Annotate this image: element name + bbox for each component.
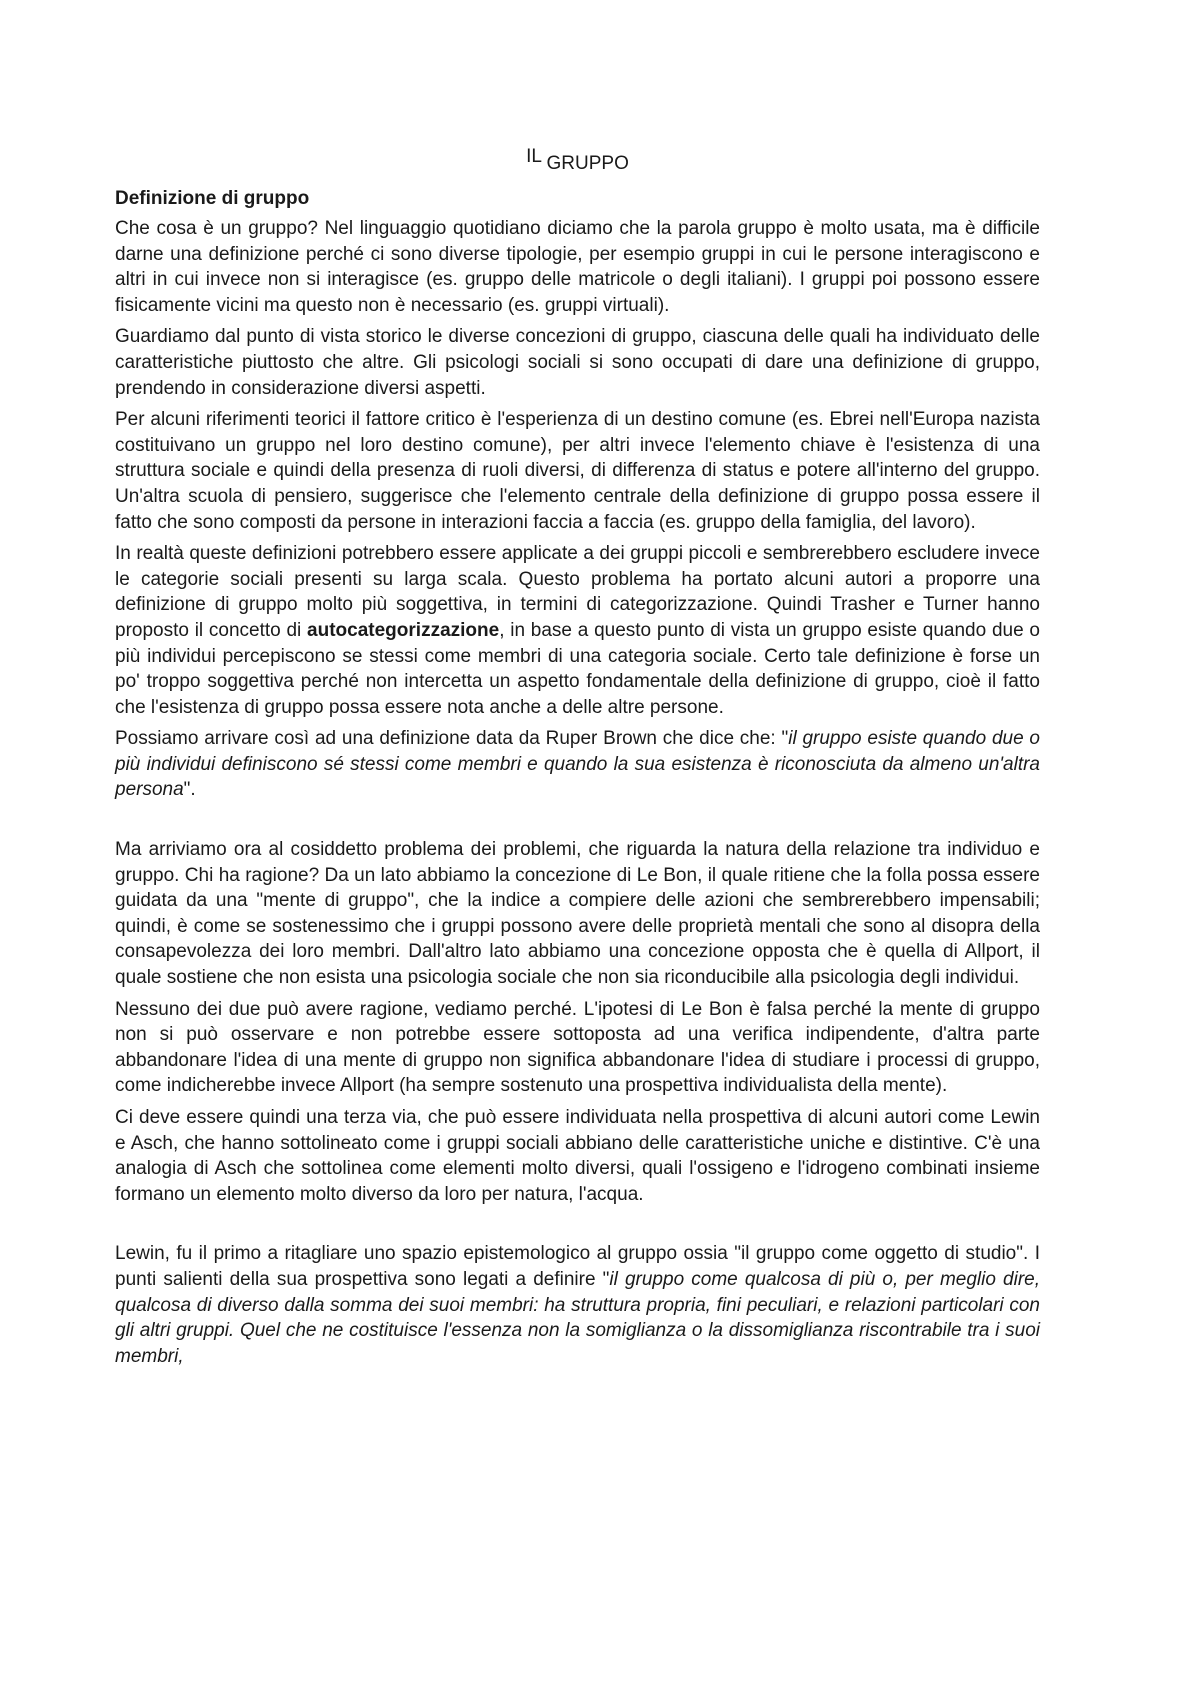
- paragraph-9-quote: il gruppo come qualcosa di più o, per meglio dire, qualcosa di diverso dalla somma dei suoi membri: ha struttura propria, fini peculiari, e relazioni particolari con gli altri gruppi. Quel che ne costituisce l'essenza non la somiglianza o la dissomiglianza riscontrabile tra i suoi membri,: [115, 1268, 1040, 1367]
- paragraph-4-bold-term: autocategorizzazione: [307, 619, 500, 641]
- paragraph-5-quote: il gruppo esiste quando due o più individui definiscono sé stessi come membri e quando la sua esistenza è riconosciuta da almeno un'altra persona: [115, 728, 1040, 801]
- paragraph-1: Che cosa è un gruppo? Nel linguaggio quotidiano diciamo che la parola gruppo è molto usata, ma è difficile darne una definizione perché ci sono diverse tipologie, per esempio gruppi in cui le persone interagiscono e altri in cui invece non si interagisce (es. gruppo delle matricole o degli italiani). I gruppi poi possono essere fisicamente vicini ma questo non è necessario (es. gruppi virtuali).: [115, 218, 1040, 316]
- title-part-gruppo: GRUPPO: [546, 153, 629, 174]
- paragraph-6: Ma arriviamo ora al cosiddetto problema dei problemi, che riguarda la natura della relazione tra individuo e gruppo. Chi ha ragione? Da un lato abbiamo la concezione di Le Bon, il quale ritiene che la folla possa essere guidata da una "mente di gruppo", che la indice a compiere delle azioni che sembrerebbero impensabili; quindi, è come se sostenessimo che i gruppi possono avere delle proprietà mentali che sono al disopra della consapevolezza dei loro membri. Dall'altro lato abbiamo una concezione opposta che è quella di Allport, il quale sostiene che non esista una psicologia sociale che non sia riconducibile alla psicologia degli individui.: [115, 839, 1040, 989]
- paragraph-4: [115, 541, 1040, 720]
- paragraph-3: Per alcuni riferimenti teorici il fattore critico è l'esperienza di un destino comune (es. Ebrei nell'Europa nazista costituivano un gruppo nel loro destino comune), per altri invece l'elemento chiave è l'esistenza di una struttura sociale e quindi della presenza di ruoli diversi, di differenza di status e potere all'interno del gruppo. Un'altra scuola di pensiero, suggerisce che l'elemento centrale della definizione di gruppo possa essere il fatto che sono composti da persone in interazioni faccia a faccia (es. gruppo della famiglia, del lavoro).: [115, 409, 1040, 533]
- paragraph-8: Ci deve essere quindi una terza via, che può essere individuata nella prospettiva di alcuni autori come Lewin e Asch, che hanno sottolineato come i gruppi sociali abbiano delle caratteristiche uniche e distintive. C'è una analogia di Asch che sottolinea come elementi molto diversi, quali l'ossigeno e l'idrogeno combinati insieme formano un elemento molto diverso da loro per natura, l'acqua.: [115, 1107, 1040, 1205]
- paragraph-7: Nessuno dei due può avere ragione, vediamo perché. L'ipotesi di Le Bon è falsa perché la mente di gruppo non si può osservare e non potrebbe essere sottoposta ad una verifica indipendente, d'altra parte abbandonare l'idea di una mente di gruppo non significa abbandonare l'idea di studiare i processi di gruppo, come indicherebbe invece Allport (ha sempre sostenuto una prospettiva individualista della mente).: [115, 998, 1040, 1097]
- paragraph-5: [115, 726, 1040, 803]
- paragraph-5-text-after: ".: [183, 779, 196, 801]
- section-heading: Definizione di gruppo: [115, 188, 310, 209]
- paragraph-2: Guardiamo dal punto di vista storico le diverse concezioni di gruppo, ciascuna delle quali ha individuato delle caratteristiche piuttosto che altre. Gli psicologi sociali si sono occupati di dare una definizione di gruppo, prendendo in considerazione diversi aspetti.: [115, 326, 1040, 399]
- paragraph-5-text-before: Possiamo arrivare così ad una definizione data da Ruper Brown che dice che: ": [115, 728, 789, 750]
- title-part-il: IL: [526, 146, 542, 167]
- paragraph-4-text-after: , in base a questo punto di vista un gruppo esiste quando due o più individui percepiscono se stessi come membri di una categoria sociale. Certo tale definizione è forse un po' troppo soggettiva perché non intercetta un aspetto fondamentale della definizione di gruppo, cioè il fatto che l'esistenza di gruppo possa essere nota anche a delle altre persone.: [115, 619, 1040, 718]
- paragraph-9-text-before: Lewin, fu il primo a ritagliare uno spazio epistemologico al gruppo ossia "il gruppo come oggetto di studio". I punti salienti della sua prospettiva sono legati a definire ": [115, 1243, 1040, 1290]
- paragraph-4-text-before: In realtà queste definizioni potrebbero essere applicate a dei gruppi piccoli e sembrerebbero escludere invece le categorie sociali presenti su larga scala. Questo problema ha portato alcuni autori a proporre una definizione di gruppo molto più soggettiva, in termini di categorizzazione. Quindi Trasher e Turner hanno proposto il concetto di: [115, 543, 1040, 641]
- paragraph-9: [115, 1241, 1040, 1369]
- document-body: [115, 148, 1040, 1375]
- page-title: [115, 148, 1040, 180]
